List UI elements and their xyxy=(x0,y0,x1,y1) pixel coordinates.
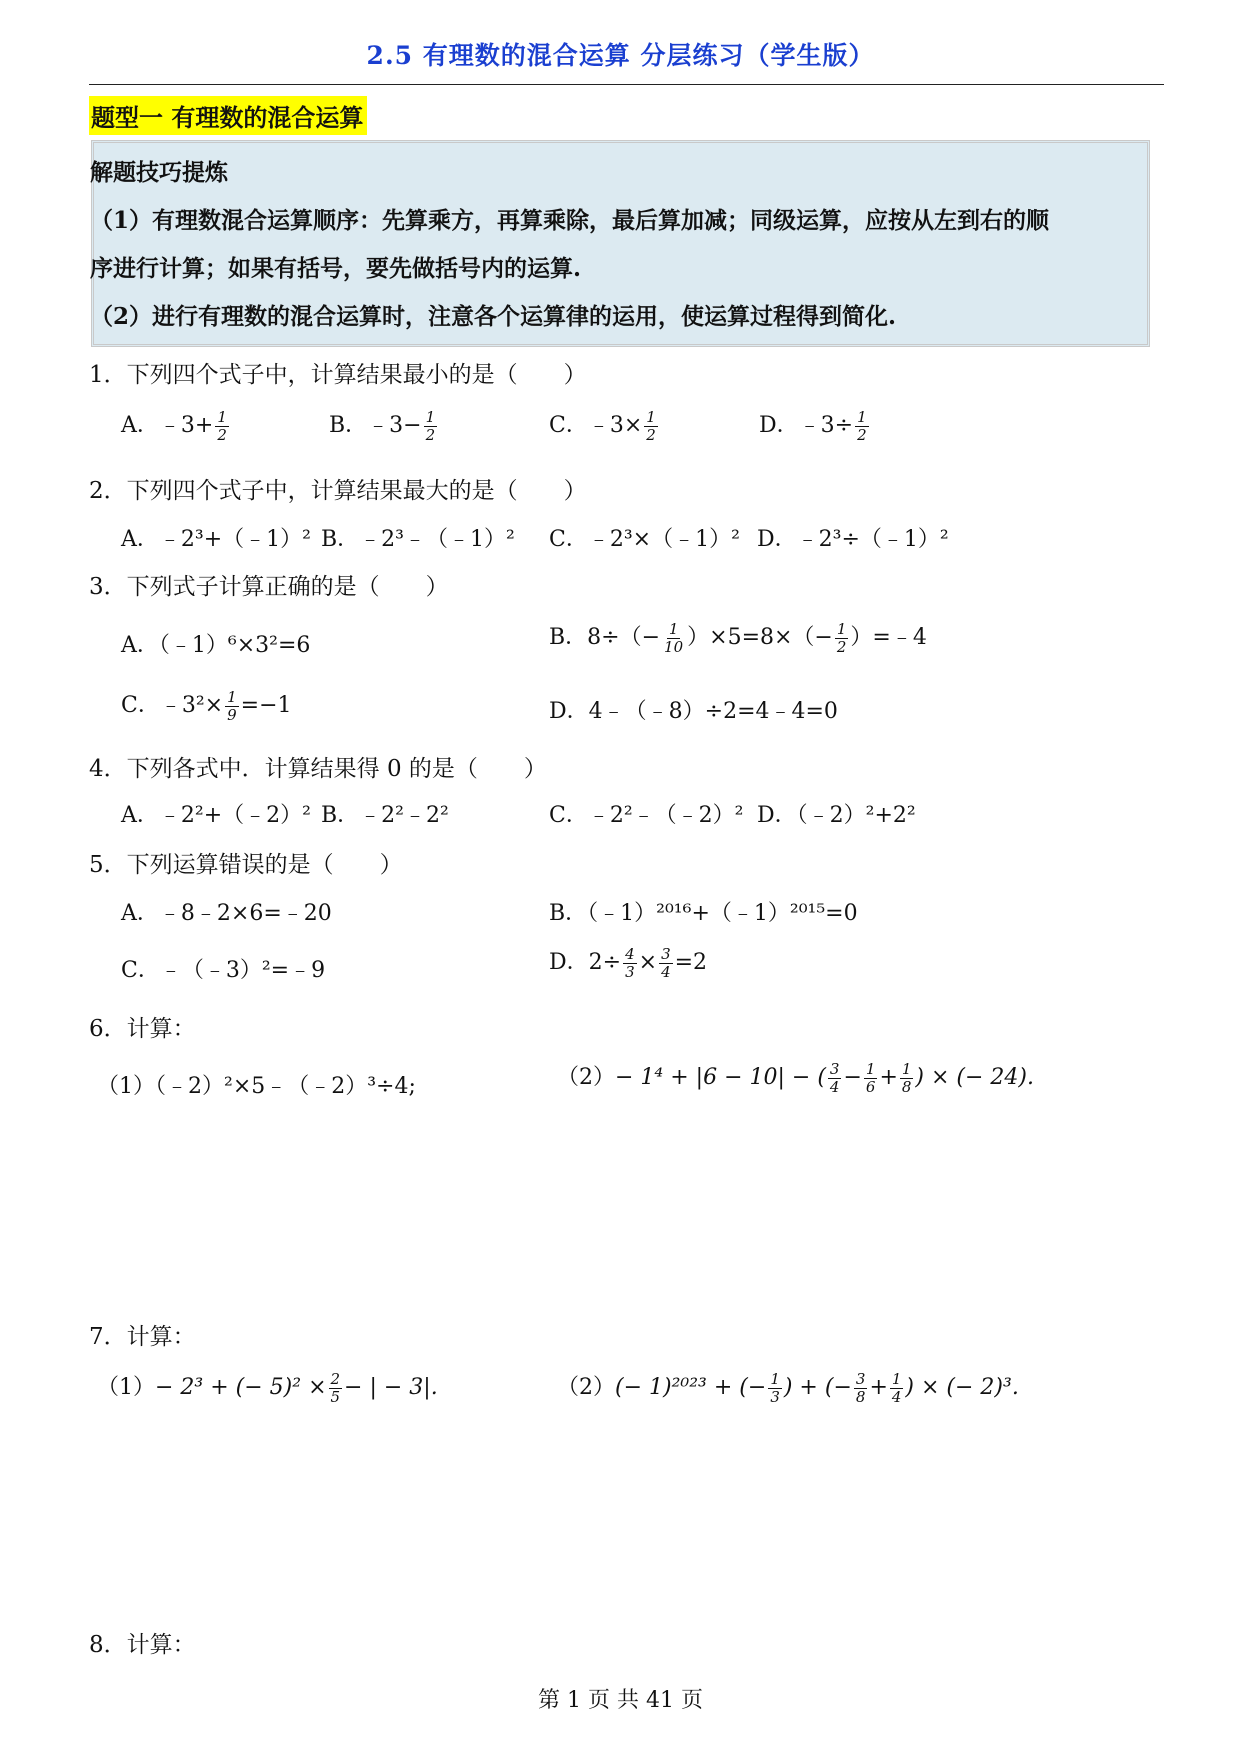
fraction: $\frac{1}{10}$ xyxy=(664,620,684,656)
fraction: $\frac{1}{2}$ xyxy=(646,408,656,444)
question-6-stem: 6．计算： xyxy=(89,1016,196,1042)
question-3-option-a[interactable]: A．（﹣1）⁶×3²=6 xyxy=(121,633,311,658)
question-2-stem: 2．下列四个式子中，计算结果最大的是（ ） xyxy=(89,478,587,504)
fraction: $\frac{1}{3}$ xyxy=(770,1370,780,1406)
tips-heading: 解题技巧提炼 xyxy=(90,159,228,186)
fraction: $\frac{3}{4}$ xyxy=(829,1060,840,1096)
question-4-option-c[interactable]: C．﹣2²﹣（﹣2）² xyxy=(549,803,744,828)
tip-item-1-line-1: （1）有理数混合运算顺序：先算乘方，再算乘除，最后算加减；同级运算，应按从左到右的顺 xyxy=(90,207,1050,234)
question-1-option-d[interactable]: D．﹣3÷ $\frac{1}{2}$ xyxy=(759,408,867,444)
fraction: $\frac{2}{5}$ xyxy=(330,1370,341,1406)
page-footer: 第 1 页 共 41 页 xyxy=(538,1688,703,1713)
fraction: $\frac{1}{9}$ xyxy=(227,688,237,724)
question-5-option-c[interactable]: C．﹣（﹣3）²=﹣9 xyxy=(121,958,326,983)
tip-item-1-line-2: 序进行计算；如果有括号，要先做括号内的运算. xyxy=(90,255,582,282)
question-5-option-a[interactable]: A．﹣8﹣2×6=﹣20 xyxy=(121,901,332,926)
fraction: $\frac{3}{4}$ xyxy=(661,945,671,981)
fraction: $\frac{1}{4}$ xyxy=(891,1370,902,1406)
fraction: $\frac{1}{2}$ xyxy=(857,408,867,444)
fraction: $\frac{1}{2}$ xyxy=(425,408,436,444)
question-4-option-a[interactable]: A．﹣2²+（﹣2）² xyxy=(121,803,311,828)
question-3-stem: 3．下列式子计算正确的是（ ） xyxy=(89,574,449,600)
question-3-option-c[interactable]: C．﹣3²× $\frac{1}{9}$ =−1 xyxy=(121,688,292,724)
fraction: $\frac{3}{8}$ xyxy=(855,1370,866,1406)
header-rule xyxy=(89,84,1164,85)
question-2-option-a[interactable]: A．﹣2³+（﹣1）² xyxy=(121,527,311,552)
fraction: $\frac{1}{2}$ xyxy=(836,620,847,656)
question-6-part-2: （2）− 1⁴ + |6 − 10| − ( $\frac{3}{4}$ − $\frac{1}{6}$ + $\frac{1}{8}$ ) × (− 24). xyxy=(557,1060,1035,1096)
tip-item-2: （2）进行有理数的混合运算时，注意各个运算律的运用，使运算过程得到简化. xyxy=(90,303,897,330)
question-2-option-b[interactable]: B．﹣2³﹣（﹣1）² xyxy=(321,527,515,552)
question-4-stem: 4．下列各式中．计算结果得 0 的是（ ） xyxy=(89,756,547,782)
question-1-option-b[interactable]: B．﹣3− $\frac{1}{2}$ xyxy=(329,408,436,444)
fraction: $\frac{4}{3}$ xyxy=(625,945,635,981)
question-5-stem: 5．下列运算错误的是（ ） xyxy=(89,852,403,878)
question-7-part-1: （1）− 2³ + (− 5)² × $\frac{2}{5}$ − | − 3|. xyxy=(97,1370,438,1406)
question-2-option-d[interactable]: D．﹣2³÷（﹣1）² xyxy=(757,527,949,552)
question-1-stem: 1．下列四个式子中，计算结果最小的是（ ） xyxy=(89,362,587,388)
question-2-option-c[interactable]: C．﹣2³×（﹣1）² xyxy=(549,527,740,552)
question-3-option-d[interactable]: D．4﹣（﹣8）÷2=4﹣4=0 xyxy=(549,699,838,724)
section-label: 题型一 有理数的混合运算 xyxy=(89,96,367,135)
question-8-stem: 8．计算： xyxy=(89,1632,196,1658)
fraction: $\frac{1}{6}$ xyxy=(865,1060,876,1096)
question-4-option-d[interactable]: D．（﹣2）²+2² xyxy=(757,803,916,828)
question-7-stem: 7．计算： xyxy=(89,1324,196,1350)
question-5-option-b[interactable]: B．（﹣1）²⁰¹⁶+（﹣1）²⁰¹⁵=0 xyxy=(549,901,858,926)
question-1-option-a[interactable]: A．﹣3+ $\frac{1}{2}$ xyxy=(121,408,227,444)
question-5-option-d[interactable]: D．2÷ $\frac{4}{3}$ × $\frac{3}{4}$ =2 xyxy=(549,945,708,981)
page-title: 2.5 有理数的混合运算 分层练习（学生版） xyxy=(366,41,875,70)
fraction: $\frac{1}{2}$ xyxy=(217,408,227,444)
fraction: $\frac{1}{8}$ xyxy=(901,1060,912,1096)
question-1-option-c[interactable]: C．﹣3× $\frac{1}{2}$ xyxy=(549,408,656,444)
question-3-option-b[interactable]: B．8÷（− $\frac{1}{10}$ ）×5=8×（− $\frac{1}{2}$ ）=﹣4 xyxy=(549,620,927,656)
question-7-part-2: （2）(− 1)²⁰²³ + (− $\frac{1}{3}$ ) + (− $\frac{3}{8}$ + $\frac{1}{4}$ ) × (− 2)³. xyxy=(557,1370,1019,1406)
question-4-option-b[interactable]: B．﹣2²﹣2² xyxy=(321,803,449,828)
question-6-part-1: （1）（﹣2）²×5﹣（﹣2）³÷4; xyxy=(97,1074,416,1099)
